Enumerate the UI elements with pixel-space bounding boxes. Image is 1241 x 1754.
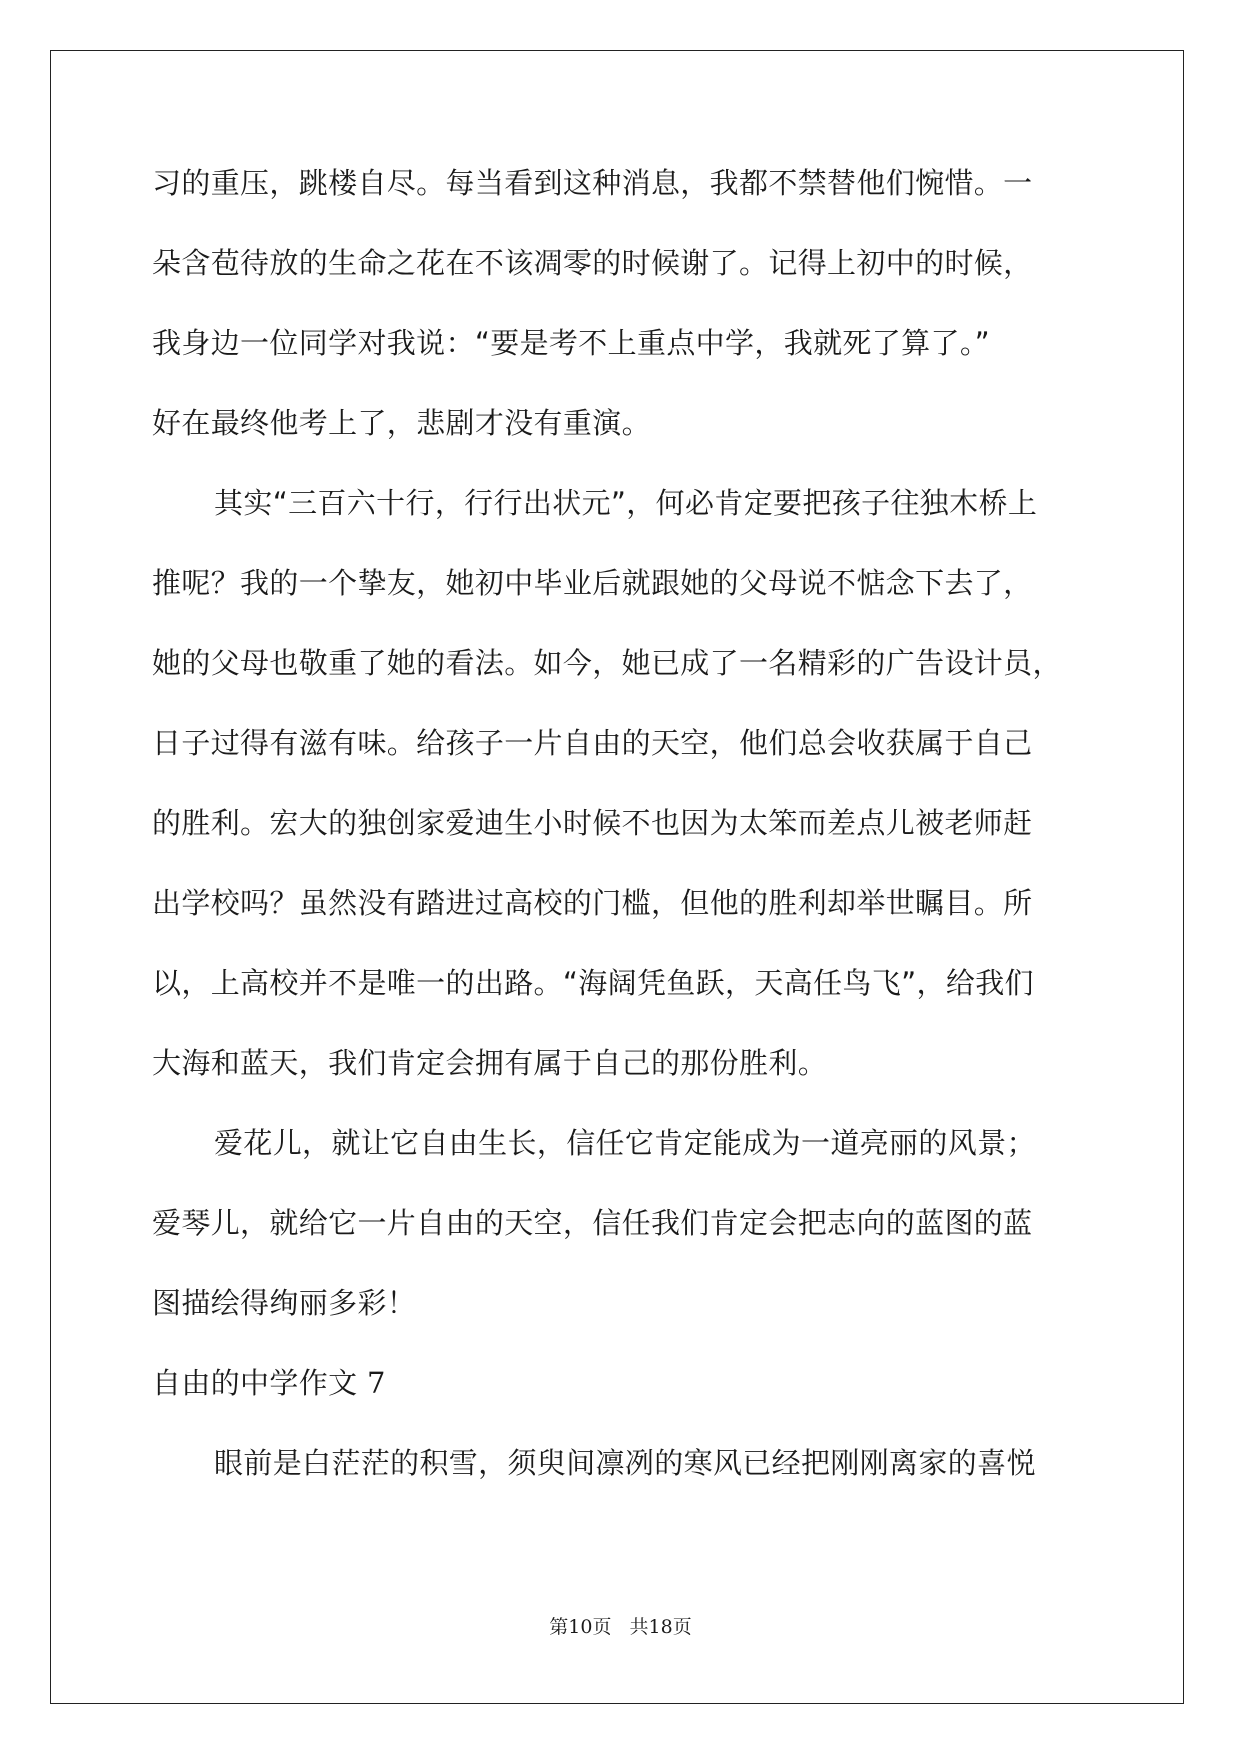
text-line: 好在最终他考上了，悲剧才没有重演。 — [152, 406, 651, 440]
paragraph-first-line: 其实“三百六十行，行行出状元”，何必肯定要把孩子往独木桥上 — [214, 486, 1038, 520]
text-line: 我身边一位同学对我说：“要是考不上重点中学，我就死了算了。” — [152, 326, 991, 360]
text-line: 图描绘得绚丽多彩！ — [152, 1286, 417, 1320]
text-line: 日子过得有滋有味。给孩子一片自由的天空，他们总会收获属于自己 — [152, 726, 1033, 760]
document-body — [152, 160, 1112, 1520]
text-line: 的胜利。宏大的独创家爱迪生小时候不也因为太笨而差点儿被老师赶 — [152, 806, 1033, 840]
section-heading: 自由的中学作文 7 — [152, 1366, 386, 1400]
text-line: 以，上高校并不是唯一的出路。“海阔凭鱼跃，天高任鸟飞”，给我们 — [152, 966, 1034, 1000]
text-line: 爱琴儿，就给它一片自由的天空，信任我们肯定会把志向的蓝图的蓝 — [152, 1206, 1033, 1240]
text-line: 朵含苞待放的生命之花在不该凋零的时候谢了。记得上初中的时候， — [152, 246, 1033, 280]
text-line: 她的父母也敬重了她的看法。如今，她已成了一名精彩的广告设计员， — [152, 646, 1062, 680]
page-total: 共18页 — [629, 1616, 692, 1638]
paragraph-first-line: 眼前是白茫茫的积雪，须臾间凛冽的寒风已经把刚刚离家的喜悦 — [214, 1446, 1036, 1480]
text-line: 出学校吗？虽然没有踏进过高校的门槛，但他的胜利却举世瞩目。所 — [152, 886, 1033, 920]
paragraph-first-line: 爱花儿，就让它自由生长，信任它肯定能成为一道亮丽的风景； — [214, 1126, 1036, 1160]
text-line: 习的重压，跳楼自尽。每当看到这种消息，我都不禁替他们惋惜。一 — [152, 166, 1033, 200]
page-footer — [0, 1612, 1241, 1639]
text-line: 大海和蓝天，我们肯定会拥有属于自己的那份胜利。 — [152, 1046, 828, 1080]
text-line: 推呢？我的一个挚友，她初中毕业后就跟她的父母说不惦念下去了， — [152, 566, 1033, 600]
page-number: 第10页 — [549, 1616, 612, 1638]
